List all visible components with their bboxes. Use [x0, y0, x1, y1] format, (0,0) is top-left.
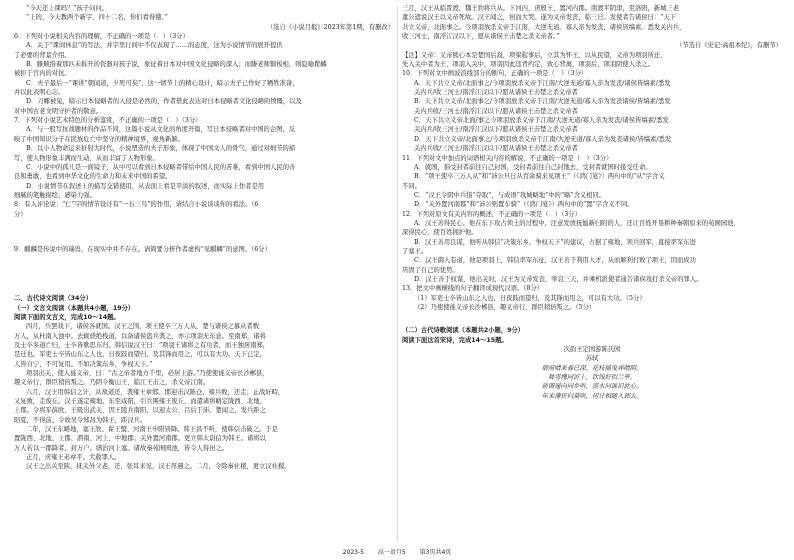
left-text-line: D．小说情节在叙述上的描写交错使用，从表面上看是平淡的叙述，而实际上作者是用: [26, 182, 265, 190]
right-text-line: 收三河士，南浮江汉以下，愿从诸侯王击楚之杀义帝者。”: [402, 33, 560, 41]
right-text-line: B．天下共立义帝/北面事之/今项羽放杀义帝于江南/大逆无道/寡人亲为发丧诸侯/皆缟素/悉发: [414, 98, 671, 106]
right-text-line: 关内兵/收三河士/南浮江汉以下/愿从诸侯王击楚之杀义帝者: [414, 89, 578, 97]
right-column: [402, 4, 782, 401]
left-text-line: [14, 280, 394, 294]
left-text-line: 及士卒多道亡归，士卒皆歌思东归。韩信说汉王曰：“项羽王诸将之有功者，而王独居南郑，: [14, 341, 270, 349]
left-text-line: 是迁也。军吏士卒皆山东之人也，日夜跂而望归，及其锋而用之，可以有大功。天下已定，: [14, 351, 266, 359]
right-text-line: C．天下共立义帝北面/事之今项羽放杀义帝于江南/大逆无道/寡人亲为发丧/诸侯皆缟素/悉发: [414, 117, 669, 125]
right-text-line: 了塞王。: [402, 247, 428, 255]
left-text-line: 置陇西、北地、上郡、渭南、河上、中地郡；关外置河南郡。更立韩太尉信为韩王。诸将以: [14, 435, 266, 443]
left-text-line: 二年，汉王东略地，塞王欣、翟王翳、河南王申阳皆降。韩王昌不听，使韩信击破之。于是: [26, 426, 278, 434]
right-text-line: C．“汉王令阴中兵指“夺取”，与成语“攻城略地”中的“略”含义相同。: [414, 191, 606, 199]
left-text-line: 阅读下面的文言文，完成10～14题。: [14, 313, 120, 321]
right-text-line: 次韵王定国游陈氏园: [563, 346, 621, 354]
left-text-line: 良和勇敢，也看到中华文化的生命力和未来中国的希望。: [14, 173, 172, 181]
right-text-line: 三月，汉王从临晋渡，魏王豹将兵从。下河内，虏殷王，置河内郡。南渡平阴津，至洛阳，新城三老: [402, 5, 680, 12]
right-text-line: A．天下共立义帝/北面事之/今项羽放杀义帝于江南/大逆无道/寡人亲为发丧/诸侯皆缟素/悉发: [414, 79, 671, 87]
left-text-line: 了必要的背景介绍。: [14, 51, 71, 59]
left-text-line: 上郡。令将军薛欧、王吸出武关，因王陵兵南阳，以迎太公、吕后于沛。楚闻之，发兵距之: [14, 407, 266, 415]
left-column: [14, 4, 394, 472]
footer-date: 2023-5: [342, 549, 364, 556]
left-text-line: 8．有人评论说：“仁”字的情节设计有“一石三鸟”的作用，请结合小说谈谈你的看法。（6: [14, 201, 259, 209]
left-text-line: 并以此表明心志。: [14, 89, 65, 97]
right-text-line: 巩固了自己的优势。: [402, 266, 459, 274]
left-text-line: 趣义帝行，群臣稍倍叛之。乃阴令衡山王、临江王击之，杀义帝江南。: [14, 379, 210, 387]
right-text-line: 关内兵/收三河士/南浮江汉以下/愿从诸侯王击楚之杀义帝者: [414, 126, 578, 134]
column-divider: [397, 6, 398, 542]
right-text-line: 苏轼: [585, 355, 599, 363]
right-text-line: D．汉王善于权谋，他出关时，汉王为义帝发丧，举哀三天，并乘机派使者通告诸侯攻打杀义帝的罪人。: [414, 275, 703, 283]
left-text-line: B．滕顺指着那匹未拆开的瓷器对孩子说，象征着日本对中国文化侵略的深入；而滕老师铜板相，则隐喻瞿麟: [26, 61, 327, 69]
left-text-line: 写，使人物形象丰满而生动，从而丰富了人物形象。: [14, 154, 159, 162]
right-text-line: 不同。: [402, 182, 421, 190]
right-text-line: 阅读下面这首宋诗，完成14～15题。: [402, 336, 508, 344]
left-text-line: 6．下列对小说相关内容的理解，不正确的一项是（ ）（3分）: [14, 33, 189, 41]
right-text-line: 共立义帝，北面事之。今项羽放杀义帝于江南，大逆无道。寡人亲为发丧，诸侯皆缟素。悉发关内兵，: [402, 23, 686, 31]
left-text-line: [14, 219, 394, 245]
right-text-line: 【注】义帝：义帝熊心本是楚国后裔，项梁起事后，立其为怀王，以从民望，义帝为项羽所迁，: [402, 51, 667, 59]
right-text-line: （二）古代诗歌阅读（本题共2小题，9分）: [402, 327, 525, 335]
right-text-line: （节选自《史记·高祖本纪》，有删节）: [676, 42, 782, 50]
left-text-line: 7．下列对小说艺术特色的分析鉴赏，不正确的一项是（ ）（3分）: [14, 117, 202, 125]
left-text-line: 9．麒麟是传说中的瑞兽，在现实中并不存在。请简要分析作者虚构“见麒麟”的意图。（6分）: [14, 245, 271, 253]
right-text-line: 年来薄宦归莫咲，何计相随入郭去。: [541, 392, 643, 400]
left-text-line: 八月，汉王用韩信之计，从故道还，袭雍王章邯。邯迎击汉陈仓，雍兵败，还走；止战好畤，: [26, 388, 285, 396]
left-text-line: 人皆自宁，不可复用。不如决策东乡，争权天下。”: [14, 360, 153, 368]
left-text-line: 阳夏，不得前。令故吴令郑昌为韩王，距汉兵。: [14, 416, 147, 424]
right-text-line: 宿雨晴来春已深，花枝摇曳弄晴阴。: [541, 364, 643, 372]
right-text-line: 新调遥向同乡听，流水问谁识此心。: [541, 383, 643, 391]
footer-page: 第3页共4页: [419, 549, 452, 556]
right-text-line: D．“关外置河南郡”和“沛公则置车骑”（《鸿门宴》）两句中的“置”字含义不同。: [414, 201, 634, 209]
right-text-line: 先入关中者为王，项羽入关中，项羽因此违背约定，致心背离，项羽后，项羽阴使人杀之。: [402, 61, 654, 69]
right-text-line: 深得民心，使百姓拥护他。: [402, 229, 478, 237]
right-text-line: C．汉王御人有道，他是项羽上，韩信率军东征，汉王善于利用人才，从而顺利打败了项王，因而成功: [414, 257, 696, 265]
left-text-line: 万人若以一郡降者，封万户。缮治河上塞。诸故秦苑囿园池，皆令人得田之。: [14, 444, 229, 452]
left-text-line: C．小说中的孤儿是一面镜子，从中可以看到日本侵略者带给中国人民的苦难，看到中国人民的善: [26, 163, 296, 171]
left-text-line: 分）: [14, 210, 27, 218]
right-text-line: （2）乃使使徙义帝长沙郴县，趣义帝行，群臣稍倍叛之。（5分）: [414, 304, 596, 311]
left-text-line: 又复败，走废丘。汉王遂定雍地。东至咸阳，引兵围雍王废丘，而遣诸将略定陇西、北地、: [14, 398, 266, 406]
right-text-line: 董公遮说汉王以义帝死故。汉王闻之，袒而大哭。遂为义帝发丧，临三日。发使者告诸侯曰：“天下: [402, 14, 676, 22]
right-text-line: B．汉王善用良谋，他听从韩信“决策东乡，争权天下”的建议，占据了雍地，领兵回军，直接率军东进: [414, 238, 696, 246]
footer-exam: 高一语月5: [377, 549, 406, 556]
left-text-line: 二、古代诗文阅读（34分）: [14, 295, 93, 303]
left-text-line: 四月，兵罢戏下，诸侯各就国。汉王之国，项王使卒三万人从，楚与诸侯之慕从者数: [26, 323, 259, 331]
left-text-line: B．以小人物命运来折射大时代，小说塑造的夫子形象，体现了中国文人的骨气，通过对细节的描: [26, 145, 296, 153]
left-text-line: [14, 254, 394, 280]
left-text-line: A．与一般写抗战题材的作品不同，这篇小说从文化的角度开篇，写日本侵略者对中国的企图，反: [26, 126, 296, 134]
right-text-line: B．“项王使卒三万人从”和“沛公旦日从百余骑来见项王”（《鸿门宴》）两句中的“从”字含义: [414, 173, 665, 181]
left-text-line: “上的，今天教两个新字，四十二名，你们看得懂。”: [26, 14, 168, 22]
left-text-line: 对中国古老文明守护者的敬意。: [14, 107, 103, 115]
right-text-line: A．就国，指受封者前往自己封国，受封者前往自己封地去，受封者就国时接受任命。: [414, 163, 652, 171]
left-text-line: 项羽出关，使人徙义帝，曰：“古之帝者地方千里，必居上游。”乃使使徙义帝长沙郴县，: [26, 370, 269, 377]
right-text-line: 舞雩愧同沂上，饮饯好似兰亭。: [547, 374, 637, 382]
right-text-line: 关内兵收/三河士/南浮江汉以下/愿从诸侯王击楚之杀义帝者: [414, 145, 578, 153]
right-text-line: （1）军吏士卒皆山东之人也，日夜跂而望归，及其锋而用之，可以有大功。（5分）: [414, 294, 646, 302]
page-footer: [0, 547, 794, 556]
left-text-line: 汉王之出关至陕，抚关外父老，还，张耳来见，汉王厚遇之。二月，令除秦社稷，更立汉社稷。: [26, 463, 291, 471]
left-text-line: 正月，虏雍王弟章平。大赦罪人。: [26, 454, 121, 462]
left-text-line: 万人，从杜南入蚀中。去辄烧绝栈道，以备诸侯盗兵袭之，亦示项羽无东意。至南郑，诸将: [14, 332, 266, 340]
right-text-line: A．汉王善得民心。他在东下攻占领土的过程中，注意发放抚恤新归附的人，还让百姓开垦耕种秦朝原来的苑囿园池，: [414, 219, 740, 227]
left-text-line: 被拒于宫内的对抗。: [14, 70, 71, 78]
right-text-line: [402, 312, 782, 326]
right-text-line: D．天下共立义帝/北面事之/今项羽放杀义帝于江南/大逆无道/寡人亲为发丧诸侯/皆缟素/悉发: [414, 135, 672, 143]
left-text-line: 细腻的笔触描绘，感染力强。: [14, 191, 96, 199]
right-text-line: 12．下列对原文有关内容的概述，不正确的一项是（ ）（3分）: [402, 210, 581, 218]
left-text-line: D．刀螺被兔，暗示日本侵略者的入侵是必然的，作者借此表达对日本侵略者文化侵略的愤慨，以及: [26, 98, 302, 106]
right-text-line: 11．下列对文中加点的词语相关内容的解说，不正确的一项是（ ）（3分）: [402, 154, 613, 162]
right-text-line: 13．把文中画横线的句子翻译成现代汉语。（8分）: [402, 285, 544, 293]
right-text-line: 10．下列对文中画波浪线部分的断句，正确的一项是（ ）（3分）: [402, 70, 588, 78]
left-text-line: A．关于“课间休息”的写法，并字里行间中不仅表现了……的态度，这为小说情节的展开提供: [26, 42, 283, 50]
left-text-line: C．夫子最后一“课讲“朝闻道，夕死可矣”，这一情节上的精心设计，暗示夫子已作好了牺牲准备，: [26, 79, 299, 87]
left-text-line: “今天还上课吗？”孩子问问。: [26, 5, 109, 12]
left-text-line: （选自《小说月报》2023年第1期，有删改）: [266, 23, 394, 31]
right-text-line: 关内兵收/三河士/南浮江汉以下/愿从诸侯王击楚之杀义帝者: [414, 107, 578, 115]
left-text-line: （一）文言文阅读（本题共4小题，19分）: [14, 304, 135, 312]
left-text-line: 映了中国知识分子在民族危亡中坚守的精神境界，视角新颖。: [14, 135, 185, 143]
